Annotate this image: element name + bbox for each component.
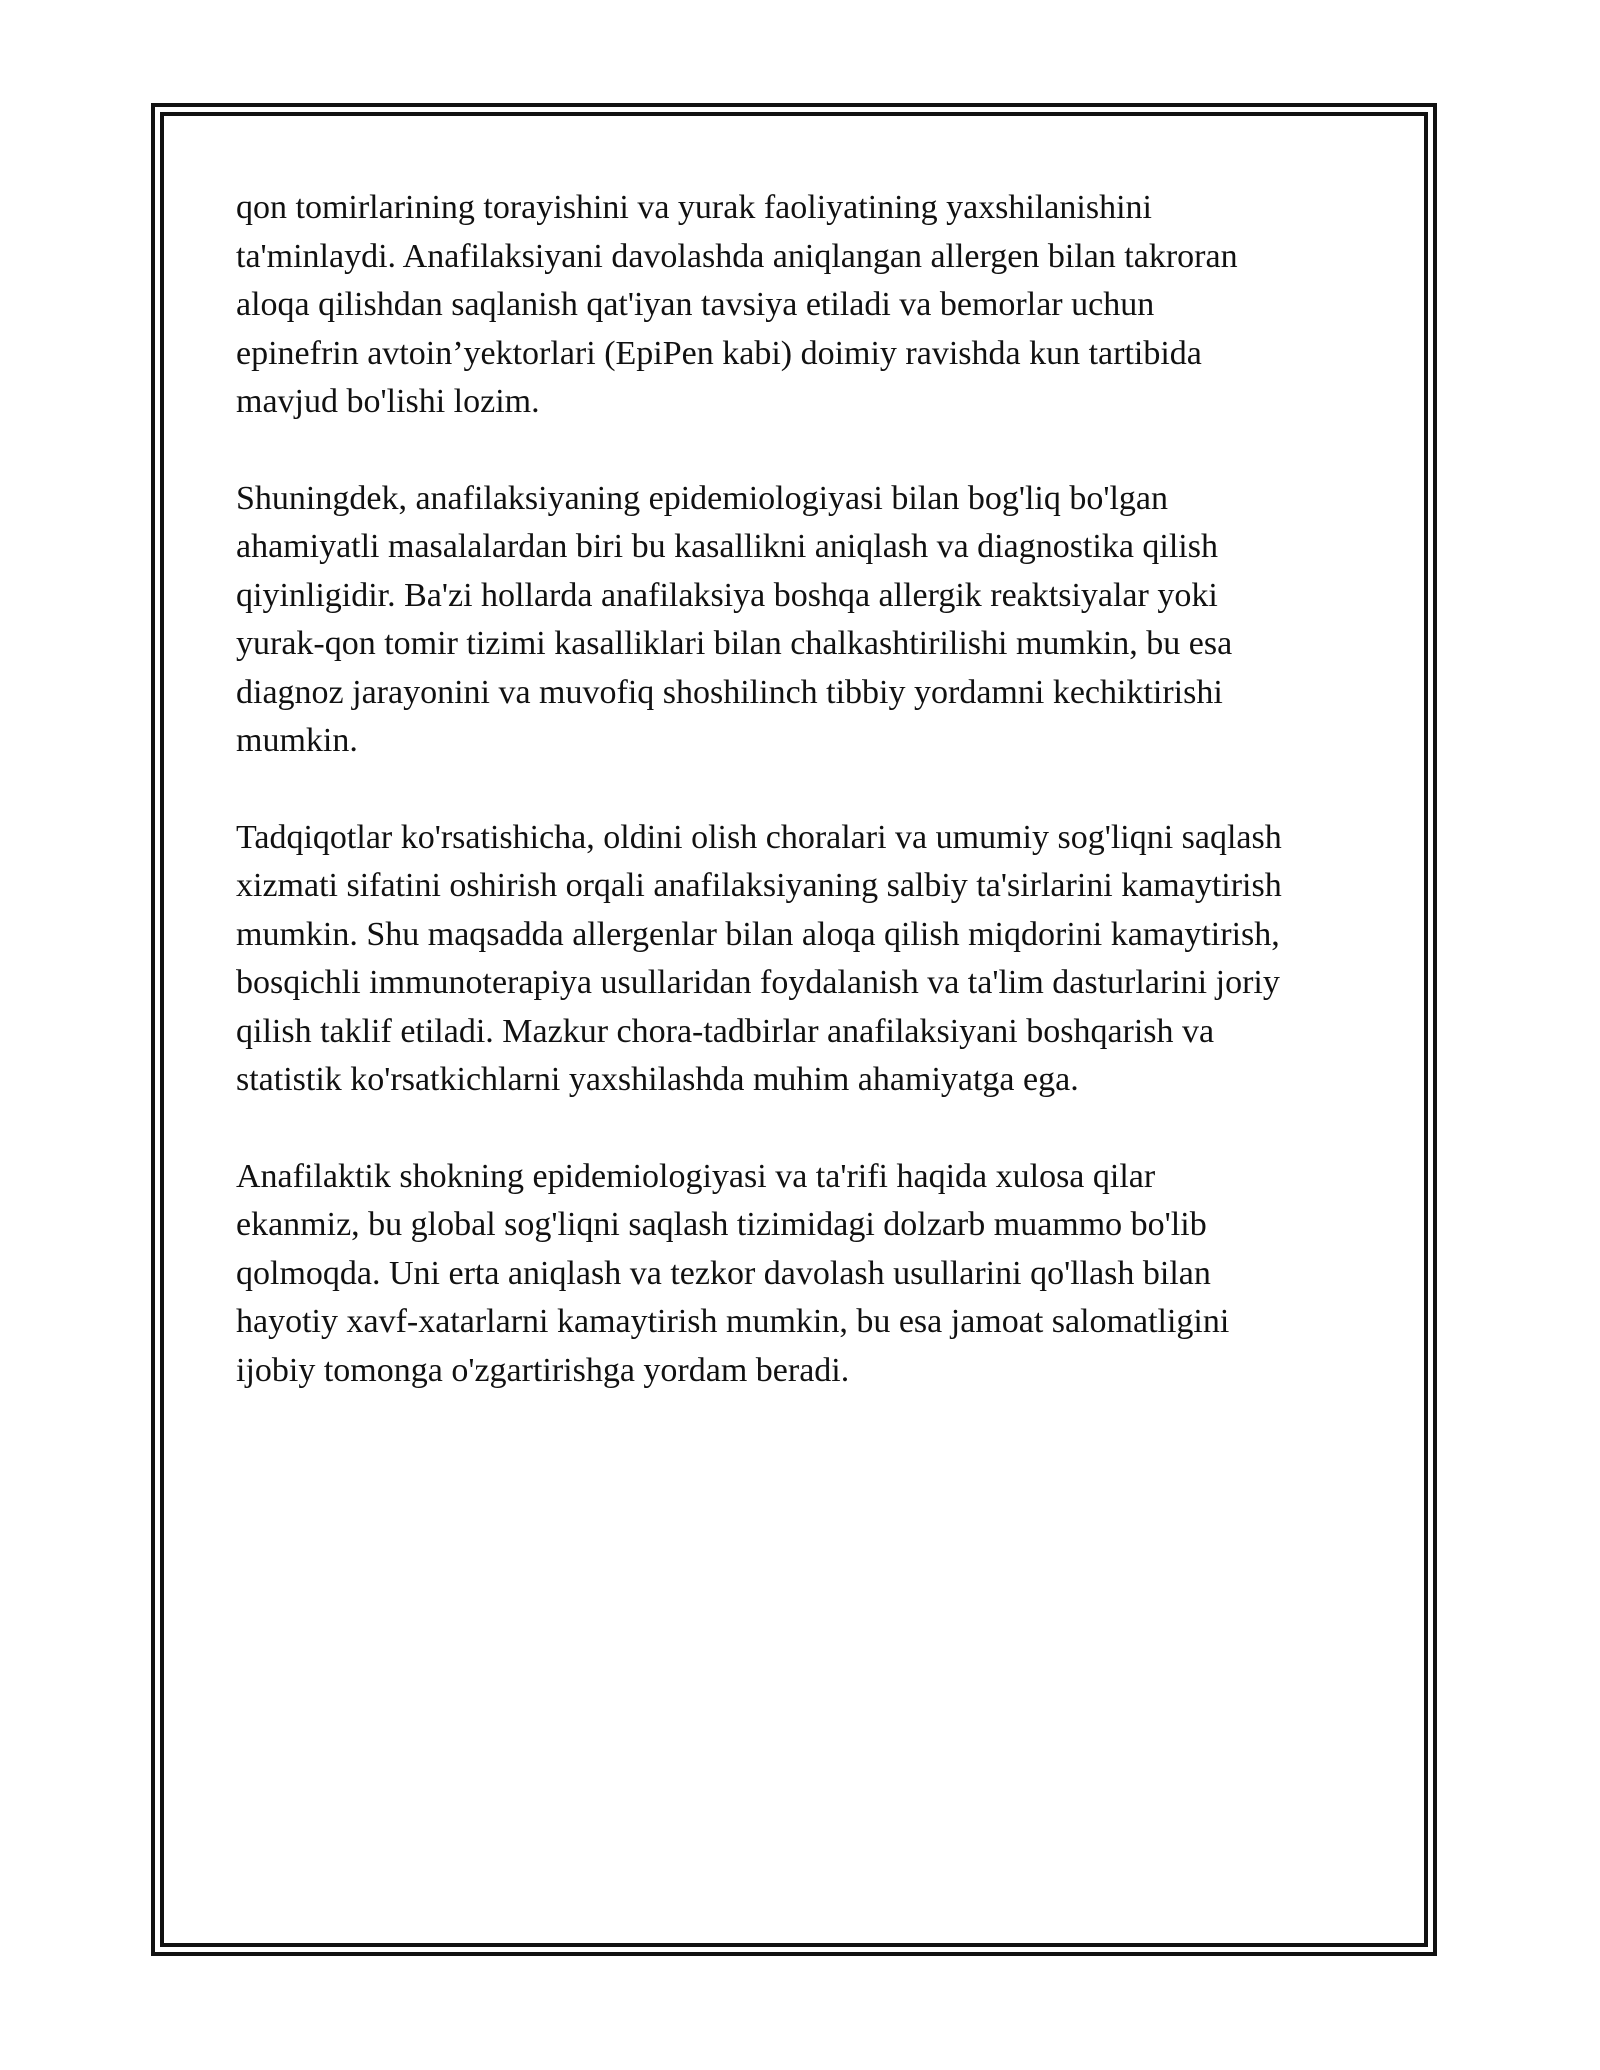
text-line: aloqa qilishdan saqlanish qat'iyan tavsiya etiladi va bemorlar uchun — [236, 286, 1155, 323]
paragraph-2 — [236, 475, 1386, 766]
text-line: mumkin. Shu maqsadda allergenlar bilan aloqa qilish miqdorini kamaytirish, — [236, 915, 1280, 953]
text-line: statistik ko'rsatkichlarni yaxshilashda muhim ahamiyatga ega. — [236, 1061, 1079, 1098]
text-line: qolmoqda. Uni erta aniqlash va tezkor davolash usullarini qo'llash bilan — [236, 1254, 1211, 1292]
text-line: diagnoz jarayonini va muvofiq shoshilinch tibbiy yordamni kechiktirishi — [236, 673, 1223, 711]
paragraph-4 — [236, 1153, 1386, 1396]
paragraph-3 — [236, 814, 1386, 1105]
text-line: yurak-qon tomir tizimi kasalliklari bilan chalkashtirilishi mumkin, bu esa — [236, 625, 1233, 662]
text-line: Tadqiqotlar ko'rsatishicha, oldini olish choralari va umumiy sog'liqni saqlash — [236, 818, 1282, 856]
text-line: xizmati sifatini oshirish orqali anafilaksiyaning salbiy ta'sirlarini kamaytirish — [236, 867, 1282, 904]
text-line: hayotiy xavf-xatarlarni kamaytirish mumkin, bu esa jamoat salomatligini — [236, 1303, 1230, 1340]
text-line: bosqichli immunoterapiya usullaridan foydalanish va ta'lim dasturlarini joriy — [236, 964, 1280, 1001]
text-line: ta'minlaydi. Anafilaksiyani davolashda aniqlangan allergen bilan takroran — [236, 237, 1238, 275]
text-line: Shuningdek, anafilaksiyaning epidemiologiyasi bilan bog'liq bo'lgan — [236, 479, 1168, 517]
text-line: mumkin. — [236, 722, 358, 759]
text-line: qilish taklif etiladi. Mazkur chora-tadbirlar anafilaksiyani boshqarish va — [236, 1012, 1215, 1050]
text-line: ijobiy tomonga o'zgartirishga yordam beradi. — [236, 1351, 850, 1389]
text-line: ekanmiz, bu global sog'liqni saqlash tizimidagi dolzarb muammo bo'lib — [236, 1206, 1207, 1243]
paragraph-1 — [236, 184, 1386, 427]
text-line: mavjud bo'lishi lozim. — [236, 383, 540, 420]
text-line: ahamiyatli masalalardan biri bu kasallikni aniqlash va diagnostika qilish — [236, 528, 1218, 565]
text-line: qiyinligidir. Ba'zi hollarda anafilaksiya boshqa allergik reaktsiyalar yoki — [236, 576, 1218, 614]
document-body — [236, 184, 1386, 1443]
text-line: Anafilaktik shokning epidemiologiyasi va ta'rifi haqida xulosa qilar — [236, 1157, 1156, 1195]
text-line: qon tomirlarining torayishini va yurak faoliyatining yaxshilanishini — [236, 189, 1152, 226]
text-line: epinefrin avtoin’yektorlari (EpiPen kabi) doimiy ravishda kun tartibida — [236, 334, 1202, 372]
